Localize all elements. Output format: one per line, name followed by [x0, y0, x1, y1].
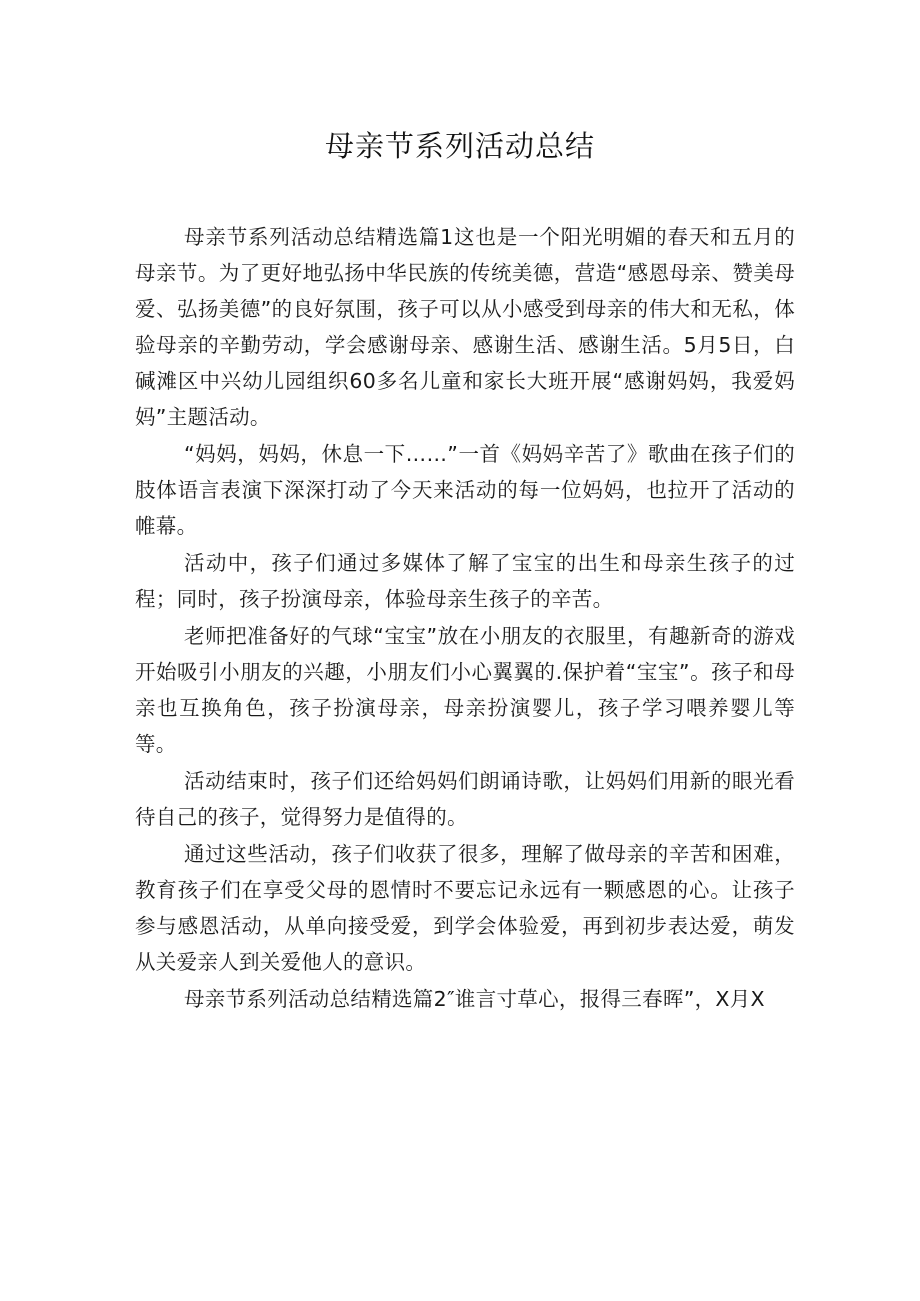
- paragraph-7: 母亲节系列活动总结精选篇2″谁言寸草心，报得三春晖”，X月X: [184, 987, 765, 1011]
- document-title: 母亲节系列活动总结: [324, 129, 595, 163]
- paragraph-1: 母亲节系列活动总结精选篇1这也是一个阳光明媚的春天和五月的母亲节。为了更好地弘扬中华民族的传统美德，营造“感恩母亲、赞美母爱、弘扬美德”的良好氛围，孩子可以从小感受到母亲的伟大和无私，体验母亲的辛勤劳动，学会感谢母亲、感谢生活、感谢生活。5月5日，白碱滩区中兴幼儿园组织60多名儿童和家长大班开展“感谢妈妈，我爱妈妈”主题活动。: [135, 225, 795, 429]
- paragraph-3: 活动中，孩子们通过多媒体了解了宝宝的出生和母亲生孩子的过程；同时，孩子扮演母亲，体验母亲生孩子的辛苦。: [135, 551, 795, 611]
- paragraph-4: 老师把准备好的气球“宝宝”放在小朋友的衣服里，有趣新奇的游戏开始吸引小朋友的兴趣，小朋友们小心翼翼的.保护着“宝宝”。孩子和母亲也互换角色，孩子扮演母亲，母亲扮演婴儿，孩子学习喂养婴儿等等。: [135, 624, 795, 756]
- document-body: [135, 219, 795, 1017]
- paragraph-6: 通过这些活动，孩子们收获了很多，理解了做母亲的辛苦和困难，教育孩子们在享受父母的恩情时不要忘记永远有一颗感恩的心。让孩子参与感恩活动，从单向接受爱，到学会体验爱，再到初步表达爱，萌发从关爱亲人到关爱他人的意识。: [135, 842, 795, 974]
- paragraph-2: “妈妈，妈妈，休息一下……”一首《妈妈辛苦了》歌曲在孩子们的肢体语言表演下深深打动了今天来活动的每一位妈妈，也拉开了活动的帷幕。: [135, 442, 795, 538]
- paragraph-5: 活动结束时，孩子们还给妈妈们朗诵诗歌，让妈妈们用新的眼光看待自己的孩子，觉得努力是值得的。: [135, 769, 795, 829]
